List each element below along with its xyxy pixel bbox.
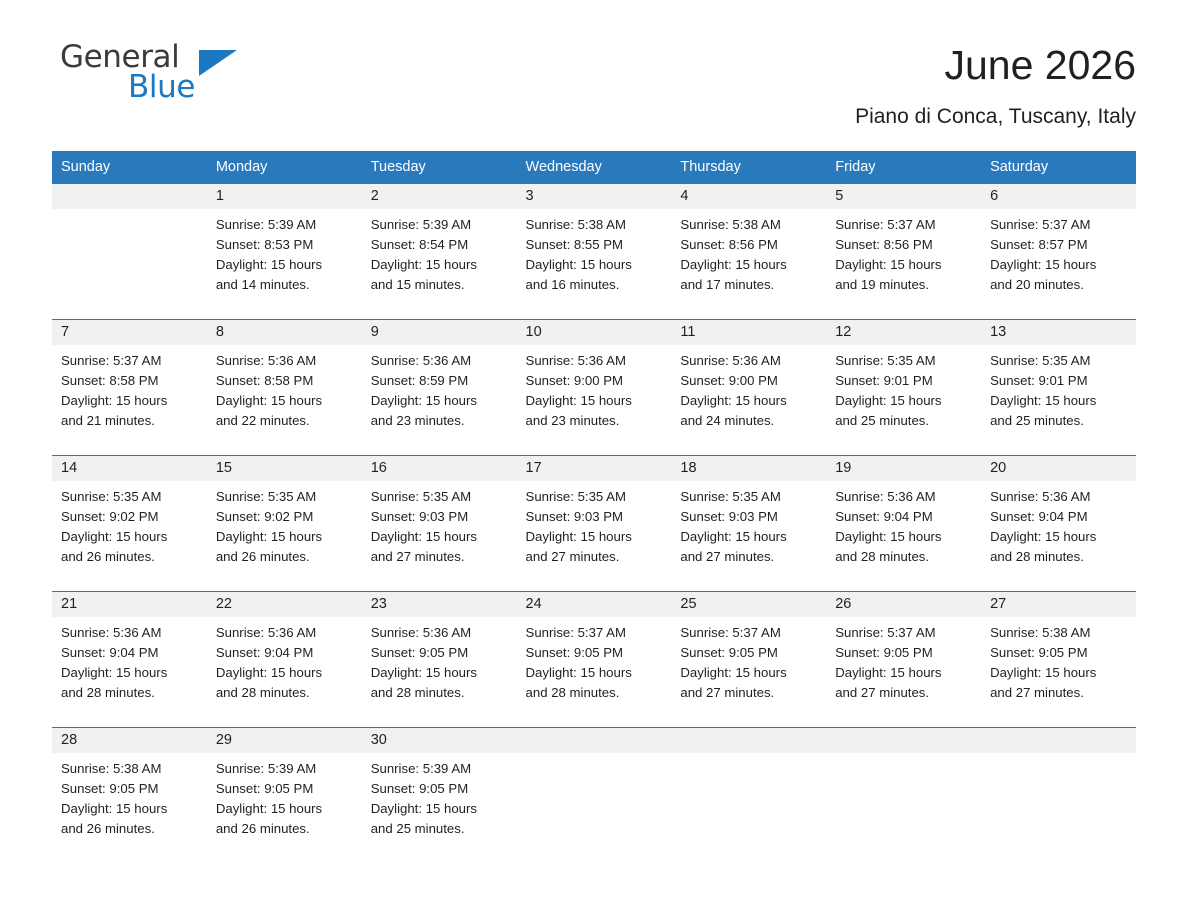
day-cell[interactable]	[207, 184, 362, 320]
sunset-text: Sunset: 9:05 PM	[370, 781, 469, 797]
day-cell[interactable]	[207, 320, 362, 456]
day-details	[981, 209, 1136, 295]
day-cell[interactable]	[826, 184, 981, 320]
day-details	[671, 481, 826, 567]
sunrise-text: Sunrise: 5:36 AM	[215, 353, 317, 369]
day-number: 21	[52, 592, 207, 617]
day-details	[671, 345, 826, 431]
daylight-text-line2: and 23 minutes.	[525, 413, 620, 429]
sunrise-text: Sunrise: 5:39 AM	[370, 761, 472, 777]
page-header	[52, 0, 1136, 129]
daylight-text-line2: and 25 minutes.	[835, 413, 930, 429]
day-details	[826, 345, 981, 431]
sunset-text: Sunset: 8:53 PM	[215, 237, 314, 253]
day-number	[671, 728, 826, 753]
daylight-text-line1: Daylight: 15 hours	[680, 257, 787, 273]
daylight-text-line2: and 20 minutes.	[990, 277, 1084, 293]
daylight-text-line2: and 25 minutes.	[370, 821, 465, 837]
daylight-text-line2: and 27 minutes.	[835, 685, 930, 701]
day-cell[interactable]	[52, 728, 207, 864]
sunset-text: Sunset: 9:04 PM	[215, 645, 314, 661]
sunset-text: Sunset: 9:03 PM	[370, 509, 469, 525]
day-details	[52, 345, 207, 431]
sunrise-text: Sunrise: 5:35 AM	[61, 489, 162, 505]
sunset-text: Sunset: 9:01 PM	[990, 373, 1088, 389]
sunrise-text: Sunrise: 5:39 AM	[215, 217, 317, 233]
day-details	[52, 481, 207, 567]
sunset-text: Sunset: 9:05 PM	[215, 781, 314, 797]
weekday-header-wednesday: Wednesday	[517, 151, 672, 184]
day-number: 20	[981, 456, 1136, 481]
day-cell[interactable]	[671, 320, 826, 456]
day-details	[517, 345, 672, 431]
day-cell	[981, 728, 1136, 864]
day-cell[interactable]	[981, 320, 1136, 456]
day-details	[826, 481, 981, 567]
daylight-text-line2: and 14 minutes.	[215, 277, 310, 293]
triangle-icon	[199, 50, 237, 76]
daylight-text-line1: Daylight: 15 hours	[370, 529, 477, 545]
daylight-text-line2: and 28 minutes.	[525, 685, 620, 701]
calendar-week-row	[52, 728, 1136, 864]
day-number: 5	[826, 184, 981, 209]
daylight-text-line1: Daylight: 15 hours	[990, 665, 1097, 681]
daylight-text-line2: and 22 minutes.	[215, 413, 310, 429]
daylight-text-line1: Daylight: 15 hours	[990, 393, 1097, 409]
daylight-text-line2: and 28 minutes.	[835, 549, 930, 565]
day-number: 24	[517, 592, 672, 617]
day-number: 22	[207, 592, 362, 617]
daylight-text-line1: Daylight: 15 hours	[835, 529, 942, 545]
day-details	[981, 345, 1136, 431]
daylight-text-line1: Daylight: 15 hours	[215, 665, 323, 681]
daylight-text-line1: Daylight: 15 hours	[525, 665, 632, 681]
daylight-text-line1: Daylight: 15 hours	[215, 257, 323, 273]
sunrise-text: Sunrise: 5:37 AM	[835, 625, 936, 641]
day-number: 30	[362, 728, 517, 753]
sunrise-text: Sunrise: 5:35 AM	[525, 489, 626, 505]
daylight-text-line1: Daylight: 15 hours	[61, 665, 168, 681]
sunrise-text: Sunrise: 5:36 AM	[370, 353, 472, 369]
day-number: 4	[671, 184, 826, 209]
day-number: 9	[362, 320, 517, 345]
sunset-text: Sunset: 9:01 PM	[835, 373, 933, 389]
day-details	[207, 753, 362, 839]
daylight-text-line1: Daylight: 15 hours	[61, 393, 168, 409]
daylight-text-line1: Daylight: 15 hours	[370, 393, 477, 409]
day-cell[interactable]	[826, 456, 981, 592]
sunrise-text: Sunrise: 5:36 AM	[990, 489, 1091, 505]
sunrise-text: Sunrise: 5:35 AM	[215, 489, 317, 505]
sunrise-text: Sunrise: 5:37 AM	[680, 625, 781, 641]
day-details	[207, 209, 362, 295]
daylight-text-line1: Daylight: 15 hours	[835, 665, 942, 681]
daylight-text-line2: and 26 minutes.	[61, 549, 155, 565]
day-number: 7	[52, 320, 207, 345]
day-number: 18	[671, 456, 826, 481]
day-number	[826, 728, 981, 753]
day-cell[interactable]	[826, 320, 981, 456]
sunset-text: Sunset: 9:05 PM	[525, 645, 624, 661]
day-number: 13	[981, 320, 1136, 345]
sunset-text: Sunset: 8:58 PM	[215, 373, 314, 389]
day-number: 2	[362, 184, 517, 209]
day-details	[981, 481, 1136, 567]
day-number: 28	[52, 728, 207, 753]
sunrise-text: Sunrise: 5:37 AM	[835, 217, 936, 233]
sunrise-text: Sunrise: 5:36 AM	[525, 353, 626, 369]
day-number: 15	[207, 456, 362, 481]
day-number: 14	[52, 456, 207, 481]
day-cell[interactable]	[981, 184, 1136, 320]
day-cell[interactable]	[362, 728, 517, 864]
daylight-text-line2: and 26 minutes.	[215, 549, 310, 565]
sun-calendar-table	[52, 151, 1136, 863]
daylight-text-line1: Daylight: 15 hours	[61, 801, 168, 817]
day-cell[interactable]	[517, 320, 672, 456]
sunset-text: Sunset: 9:04 PM	[61, 645, 159, 661]
day-cell[interactable]	[981, 456, 1136, 592]
weekday-header-row	[52, 151, 1136, 184]
day-cell[interactable]	[207, 456, 362, 592]
day-details	[362, 753, 517, 839]
sunrise-text: Sunrise: 5:39 AM	[370, 217, 472, 233]
day-details	[207, 617, 362, 703]
daylight-text-line1: Daylight: 15 hours	[525, 529, 632, 545]
daylight-text-line2: and 27 minutes.	[680, 549, 775, 565]
weekday-header-thursday: Thursday	[671, 151, 826, 184]
calendar-week-row	[52, 184, 1136, 320]
day-cell[interactable]	[981, 592, 1136, 728]
calendar-week-row	[52, 320, 1136, 456]
sunset-text: Sunset: 9:05 PM	[835, 645, 933, 661]
sunrise-text: Sunrise: 5:35 AM	[680, 489, 781, 505]
weekday-header-saturday: Saturday	[981, 151, 1136, 184]
day-number: 19	[826, 456, 981, 481]
daylight-text-line1: Daylight: 15 hours	[215, 529, 323, 545]
generalblue-logo	[52, 39, 242, 108]
day-cell[interactable]	[52, 320, 207, 456]
daylight-text-line2: and 27 minutes.	[680, 685, 775, 701]
sunrise-text: Sunrise: 5:38 AM	[990, 625, 1091, 641]
daylight-text-line1: Daylight: 15 hours	[680, 665, 787, 681]
sunset-text: Sunset: 9:00 PM	[680, 373, 778, 389]
logo-text-blue: Blue	[128, 69, 195, 105]
day-cell[interactable]	[671, 592, 826, 728]
daylight-text-line2: and 28 minutes.	[61, 685, 155, 701]
calendar-week-row	[52, 456, 1136, 592]
daylight-text-line1: Daylight: 15 hours	[215, 801, 323, 817]
sunrise-text: Sunrise: 5:36 AM	[370, 625, 472, 641]
day-details	[517, 481, 672, 567]
sunrise-text: Sunrise: 5:37 AM	[525, 625, 626, 641]
day-number: 10	[517, 320, 672, 345]
sunset-text: Sunset: 9:05 PM	[990, 645, 1088, 661]
day-details	[207, 481, 362, 567]
sunrise-text: Sunrise: 5:35 AM	[370, 489, 472, 505]
day-number: 23	[362, 592, 517, 617]
sunrise-text: Sunrise: 5:36 AM	[61, 625, 162, 641]
day-number: 1	[207, 184, 362, 209]
sunrise-text: Sunrise: 5:38 AM	[61, 761, 162, 777]
sunset-text: Sunset: 9:00 PM	[525, 373, 624, 389]
day-number: 12	[826, 320, 981, 345]
day-details	[207, 345, 362, 431]
day-details	[362, 209, 517, 295]
weekday-header-monday: Monday	[207, 151, 362, 184]
daylight-text-line2: and 19 minutes.	[835, 277, 930, 293]
sunrise-text: Sunrise: 5:38 AM	[680, 217, 781, 233]
day-number	[517, 728, 672, 753]
day-number: 6	[981, 184, 1136, 209]
daylight-text-line1: Daylight: 15 hours	[990, 257, 1097, 273]
day-details	[517, 617, 672, 703]
day-cell[interactable]	[207, 728, 362, 864]
day-cell[interactable]	[362, 592, 517, 728]
sunrise-text: Sunrise: 5:35 AM	[835, 353, 936, 369]
day-number: 26	[826, 592, 981, 617]
weekday-header-friday: Friday	[826, 151, 981, 184]
sunset-text: Sunset: 8:59 PM	[370, 373, 469, 389]
day-number: 25	[671, 592, 826, 617]
day-number: 11	[671, 320, 826, 345]
calendar-week-row	[52, 592, 1136, 728]
day-cell[interactable]	[362, 184, 517, 320]
day-details	[362, 345, 517, 431]
sunset-text: Sunset: 8:55 PM	[525, 237, 624, 253]
daylight-text-line2: and 28 minutes.	[370, 685, 465, 701]
daylight-text-line2: and 27 minutes.	[370, 549, 465, 565]
day-number	[52, 184, 207, 209]
daylight-text-line2: and 24 minutes.	[680, 413, 775, 429]
day-number: 8	[207, 320, 362, 345]
daylight-text-line2: and 16 minutes.	[525, 277, 620, 293]
daylight-text-line1: Daylight: 15 hours	[680, 393, 787, 409]
day-cell[interactable]	[671, 184, 826, 320]
daylight-text-line1: Daylight: 15 hours	[990, 529, 1097, 545]
day-cell[interactable]	[517, 592, 672, 728]
day-details	[52, 753, 207, 839]
day-details	[981, 617, 1136, 703]
daylight-text-line2: and 27 minutes.	[990, 685, 1084, 701]
day-cell	[517, 728, 672, 864]
sunset-text: Sunset: 8:54 PM	[370, 237, 469, 253]
day-cell	[826, 728, 981, 864]
day-cell[interactable]	[362, 456, 517, 592]
sunset-text: Sunset: 8:57 PM	[990, 237, 1088, 253]
day-number: 27	[981, 592, 1136, 617]
sunset-text: Sunset: 8:56 PM	[835, 237, 933, 253]
location-subtitle: Piano di Conca, Tuscany, Italy	[855, 105, 1136, 129]
sunset-text: Sunset: 8:56 PM	[680, 237, 778, 253]
day-cell[interactable]	[826, 592, 981, 728]
day-number: 3	[517, 184, 672, 209]
day-details	[671, 617, 826, 703]
sunrise-text: Sunrise: 5:36 AM	[215, 625, 317, 641]
day-number: 16	[362, 456, 517, 481]
day-cell[interactable]	[52, 592, 207, 728]
daylight-text-line1: Daylight: 15 hours	[835, 257, 942, 273]
sunset-text: Sunset: 9:03 PM	[680, 509, 778, 525]
daylight-text-line2: and 17 minutes.	[680, 277, 775, 293]
daylight-text-line2: and 26 minutes.	[61, 821, 155, 837]
day-details	[362, 481, 517, 567]
daylight-text-line2: and 23 minutes.	[370, 413, 465, 429]
page-title: June 2026	[944, 42, 1136, 88]
daylight-text-line2: and 25 minutes.	[990, 413, 1084, 429]
daylight-text-line1: Daylight: 15 hours	[370, 801, 477, 817]
day-details	[826, 617, 981, 703]
sunset-text: Sunset: 9:02 PM	[215, 509, 314, 525]
sunrise-text: Sunrise: 5:38 AM	[525, 217, 626, 233]
day-cell[interactable]	[517, 456, 672, 592]
sunset-text: Sunset: 8:58 PM	[61, 373, 159, 389]
sunrise-text: Sunrise: 5:36 AM	[680, 353, 781, 369]
daylight-text-line2: and 28 minutes.	[215, 685, 310, 701]
daylight-text-line2: and 26 minutes.	[215, 821, 310, 837]
daylight-text-line1: Daylight: 15 hours	[525, 257, 632, 273]
day-cell[interactable]	[207, 592, 362, 728]
daylight-text-line1: Daylight: 15 hours	[525, 393, 632, 409]
day-cell	[671, 728, 826, 864]
day-details	[826, 209, 981, 295]
day-number: 29	[207, 728, 362, 753]
sunrise-text: Sunrise: 5:37 AM	[990, 217, 1091, 233]
daylight-text-line2: and 27 minutes.	[525, 549, 620, 565]
sunset-text: Sunset: 9:05 PM	[680, 645, 778, 661]
sunrise-text: Sunrise: 5:39 AM	[215, 761, 317, 777]
daylight-text-line1: Daylight: 15 hours	[61, 529, 168, 545]
sunset-text: Sunset: 9:05 PM	[61, 781, 159, 797]
sunset-text: Sunset: 9:04 PM	[990, 509, 1088, 525]
weekday-header-sunday: Sunday	[52, 151, 207, 184]
day-number: 17	[517, 456, 672, 481]
day-number	[981, 728, 1136, 753]
daylight-text-line1: Daylight: 15 hours	[835, 393, 942, 409]
daylight-text-line1: Daylight: 15 hours	[370, 257, 477, 273]
daylight-text-line1: Daylight: 15 hours	[215, 393, 323, 409]
daylight-text-line2: and 21 minutes.	[61, 413, 155, 429]
daylight-text-line1: Daylight: 15 hours	[680, 529, 787, 545]
logo-text-general: General	[60, 39, 180, 75]
daylight-text-line1: Daylight: 15 hours	[370, 665, 477, 681]
sunrise-text: Sunrise: 5:36 AM	[835, 489, 936, 505]
day-details	[517, 209, 672, 295]
day-cell	[52, 184, 207, 320]
day-cell[interactable]	[52, 456, 207, 592]
sunset-text: Sunset: 9:05 PM	[370, 645, 469, 661]
day-cell[interactable]	[517, 184, 672, 320]
day-cell[interactable]	[671, 456, 826, 592]
sunset-text: Sunset: 9:03 PM	[525, 509, 624, 525]
day-details	[362, 617, 517, 703]
sunrise-text: Sunrise: 5:37 AM	[61, 353, 162, 369]
sunrise-text: Sunrise: 5:35 AM	[990, 353, 1091, 369]
sunset-text: Sunset: 9:04 PM	[835, 509, 933, 525]
weekday-header-tuesday: Tuesday	[362, 151, 517, 184]
day-details	[671, 209, 826, 295]
daylight-text-line2: and 15 minutes.	[370, 277, 465, 293]
title-block	[855, 42, 1136, 129]
daylight-text-line2: and 28 minutes.	[990, 549, 1084, 565]
day-cell[interactable]	[362, 320, 517, 456]
sunset-text: Sunset: 9:02 PM	[61, 509, 159, 525]
day-details	[52, 617, 207, 703]
